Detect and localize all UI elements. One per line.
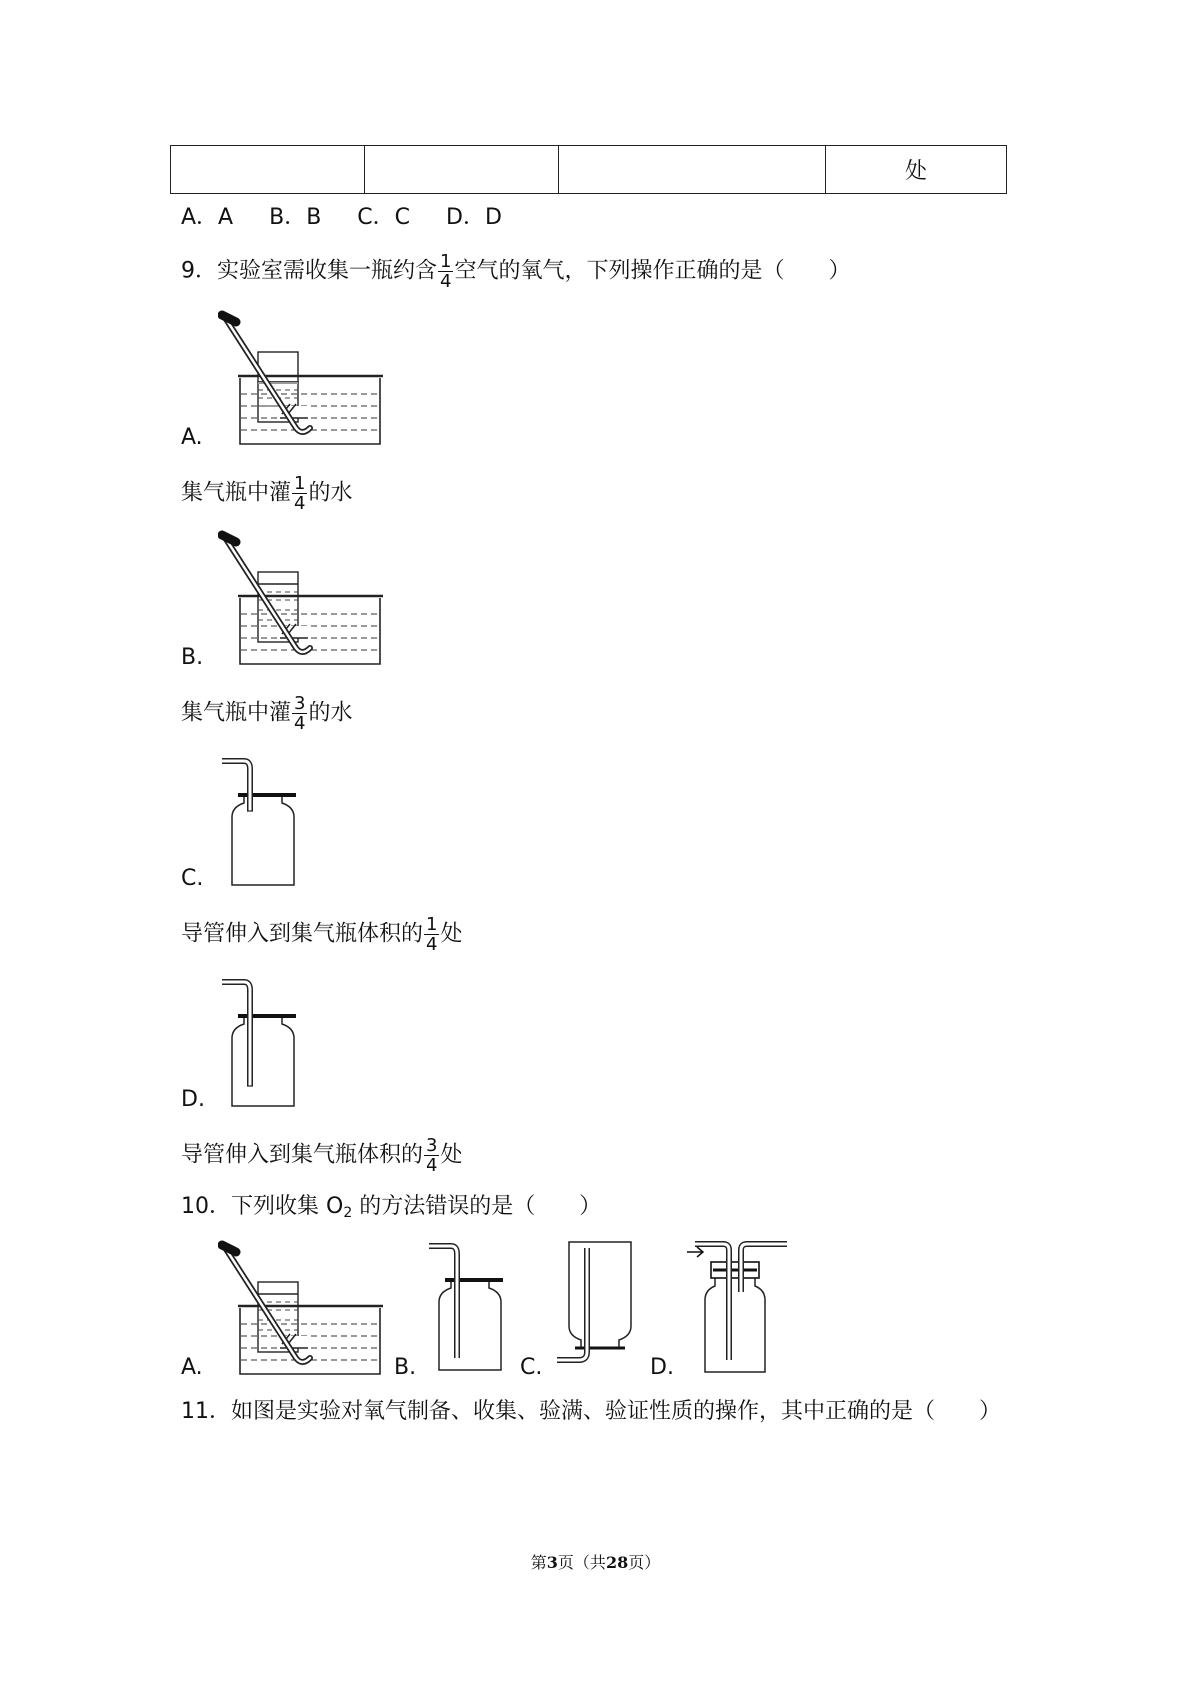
q8-option-b: B．B bbox=[269, 205, 322, 230]
apparatus-trough-b-figure bbox=[218, 530, 388, 670]
q9-option-a-text: 集气瓶中灌 $\frac{1}{4}$ 的水 bbox=[181, 473, 353, 514]
table-cell bbox=[365, 146, 559, 194]
q10-option-a-letter: A. bbox=[181, 1355, 203, 1380]
answer-table-fragment bbox=[170, 145, 1007, 194]
fraction: $\frac{1}{4}$ bbox=[294, 473, 306, 514]
q10-option-d-letter: D. bbox=[650, 1355, 674, 1380]
q8-option-d: D．D bbox=[446, 205, 502, 230]
table-cell: 处 bbox=[826, 146, 1007, 194]
q9-option-c-letter: C. bbox=[181, 866, 204, 891]
q10-option-c-letter: C. bbox=[520, 1355, 543, 1380]
fraction: $\frac{1}{4}$ bbox=[426, 914, 438, 955]
q10-two-tube-bottle-figure bbox=[685, 1236, 795, 1376]
q8-option-a: A．A bbox=[181, 205, 234, 230]
q10-trough-figure bbox=[218, 1240, 388, 1380]
q9-option-b-letter: B. bbox=[181, 645, 204, 670]
q10-inverted-bottle-figure bbox=[555, 1240, 645, 1380]
q9-stem: 9．实验室需收集一瓶约含 $\frac{1}{4}$ 空气的氧气，下列操作正确的是（ ） bbox=[181, 251, 851, 292]
q9-option-a-letter: A. bbox=[181, 425, 203, 450]
gas-bottle-short-tube-figure bbox=[218, 755, 308, 890]
gas-bottle-long-tube-figure bbox=[218, 976, 308, 1111]
q9-option-d-text: 导管伸入到集气瓶体积的 $\frac{3}{4}$ 处 bbox=[181, 1135, 463, 1176]
table-cell bbox=[171, 146, 365, 194]
q8-options bbox=[181, 204, 502, 232]
q10-gas-bottle-figure bbox=[425, 1240, 515, 1375]
fraction: $\frac{3}{4}$ bbox=[426, 1135, 438, 1176]
table-cell bbox=[559, 146, 826, 194]
page-footer: 第3页（共28页） bbox=[530, 1553, 661, 1572]
fraction: $\frac{1}{4}$ bbox=[440, 251, 452, 292]
q10-option-b-letter: B. bbox=[394, 1355, 417, 1380]
q9-option-c-text: 导管伸入到集气瓶体积的 $\frac{1}{4}$ 处 bbox=[181, 914, 463, 955]
q9-option-d-letter: D. bbox=[181, 1087, 205, 1112]
apparatus-trough-a-figure bbox=[218, 310, 388, 450]
q11-stem: 11．如图是实验对氧气制备、收集、验满、验证性质的操作，其中正确的是（ ） bbox=[181, 1399, 1001, 1424]
q8-option-c: C．C bbox=[357, 205, 411, 230]
q9-option-b-text: 集气瓶中灌 $\frac{3}{4}$ 的水 bbox=[181, 693, 353, 734]
q10-stem: 10．下列收集 $O_2$ 的方法错误的是（ ） bbox=[181, 1194, 602, 1221]
fraction: $\frac{3}{4}$ bbox=[294, 693, 306, 734]
